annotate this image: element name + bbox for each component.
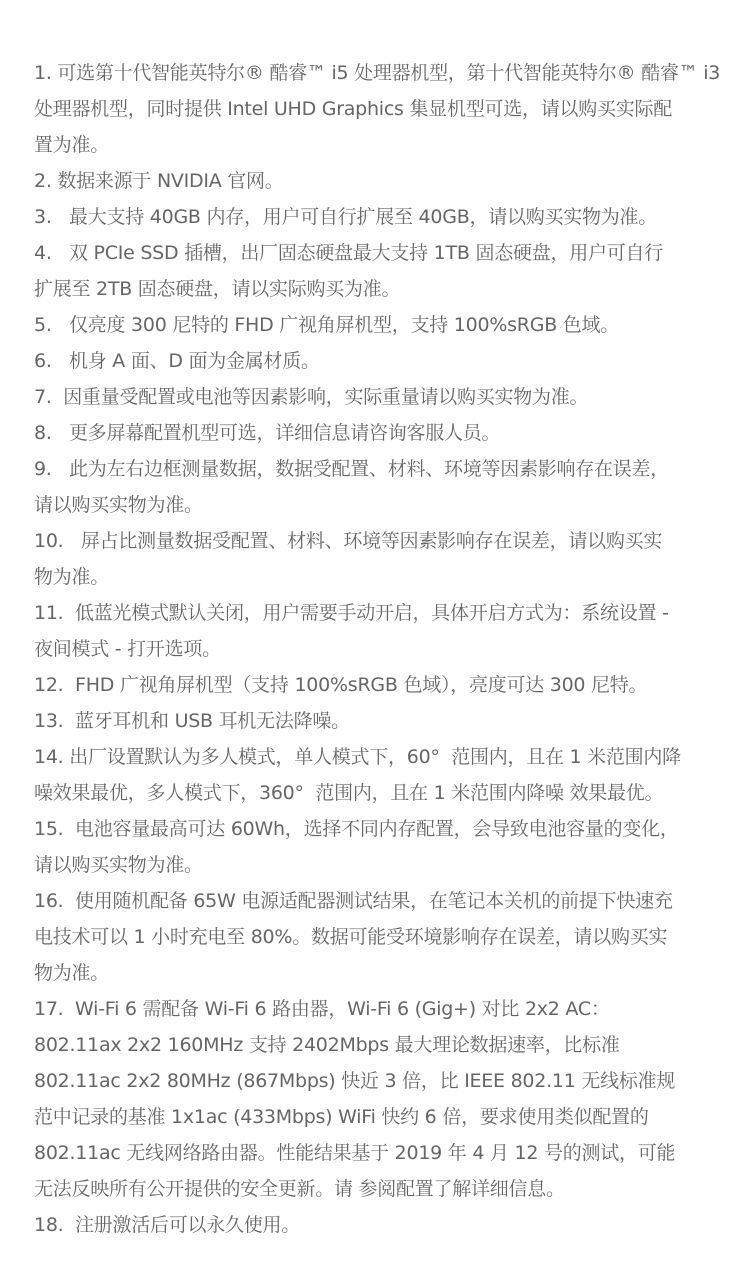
footnote-line: 处理器机型，同时提供 Intel UHD Graphics 集显机型可选，请以购买实际配 (34, 98, 672, 120)
footnote-line: 夜间模式 - 打开选项。 (34, 638, 221, 660)
footnote-line: 17. Wi-Fi 6 需配备 Wi-Fi 6 路由器，Wi-Fi 6 (Gig+) 对比 2x2 AC： (34, 998, 610, 1020)
footnote-line: 802.11ax 2x2 160MHz 支持 2402Mbps 最大理论数据速率，比标准 (34, 1034, 620, 1056)
footnote-line: 16. 使用随机配备 65W 电源适配器测试结果，在笔记本关机的前提下快速充 (34, 890, 673, 912)
footnote-line: 无法反映所有公开提供的安全更新。请 参阅配置了解详细信息。 (34, 1178, 565, 1200)
footnote-line: 10. 屏占比测量数据受配置、材料、环境等因素影响存在误差，请以购买实 (34, 530, 663, 552)
footnote-line: 12. FHD 广视角屏机型（支持 100%sRGB 色域），亮度可达 300 尼特。 (34, 674, 648, 696)
footnote-line: 物为准。 (34, 566, 110, 588)
footnote-line: 4. 双 PCIe SSD 插槽，出厂固态硬盘最大支持 1TB 固态硬盘，用户可自行 (34, 242, 663, 264)
footnote-line: 9. 此为左右边框测量数据，数据受配置、材料、环境等因素影响存在误差， (34, 458, 669, 480)
footnote-line: 5. 仅亮度 300 尼特的 FHD 广视角屏机型，支持 100%sRGB 色域。 (34, 314, 620, 336)
footnote-line: 噪效果最优，多人模式下，360° 范围内，且在 1 米范围内降噪 效果最优。 (34, 782, 664, 804)
footnote-line: 13. 蓝牙耳机和 USB 耳机无法降噪。 (34, 710, 350, 732)
footnote-line: 电技术可以 1 小时充电至 80%。数据可能受环境影响存在误差，请以购买实 (34, 926, 668, 948)
footnote-line: 15. 电池容量最高可达 60Wh，选择不同内存配置，会导致电池容量的变化， (34, 818, 679, 840)
footnote-line: 扩展至 2TB 固态硬盘，请以实际购买为准。 (34, 278, 401, 300)
footnote-line: 802.11ac 无线网络路由器。性能结果基于 2019 年 4 月 12 号的测试，可能 (34, 1142, 676, 1164)
footnote-line: 置为准。 (34, 134, 110, 156)
footnote-line: 物为准。 (34, 962, 110, 984)
footnote-line: 3. 最大支持 40GB 内存，用户可自行扩展至 40GB，请以购买实物为准。 (34, 206, 657, 228)
footnote-line: 范中记录的基准 1x1ac (433Mbps) WiFi 快约 6 倍，要求使用类似配置的 (34, 1106, 649, 1128)
footnote-line: 18. 注册激活后可以永久使用。 (34, 1214, 301, 1236)
footnote-line: 6. 机身 A 面、D 面为金属材质。 (34, 350, 320, 372)
footnote-line: 7. 因重量受配置或电池等因素影响，实际重量请以购买实物为准。 (34, 386, 589, 408)
footnote-line: 请以购买实物为准。 (34, 854, 203, 876)
footnote-line: 11. 低蓝光模式默认关闭，用户需要手动开启，具体开启方式为：系统设置 - (34, 602, 669, 624)
footnote-line: 2. 数据来源于 NVIDIA 官网。 (34, 170, 284, 192)
footnotes-list (34, 55, 724, 1243)
footnote-line: 请以购买实物为准。 (34, 494, 203, 516)
footnote-line: 802.11ac 2x2 80MHz (867Mbps) 快近 3 倍，比 IEEE 802.11 无线标准规 (34, 1070, 676, 1092)
footnote-line: 8. 更多屏幕配置机型可选，详细信息请咨询客服人员。 (34, 422, 501, 444)
footnote-line: 14. 出厂设置默认为多人模式，单人模式下，60° 范围内，且在 1 米范围内降 (34, 746, 681, 768)
footnote-line: 1. 可选第十代智能英特尔® 酷睿™ i5 处理器机型，第十代智能英特尔® 酷睿™ i3 (34, 62, 721, 84)
